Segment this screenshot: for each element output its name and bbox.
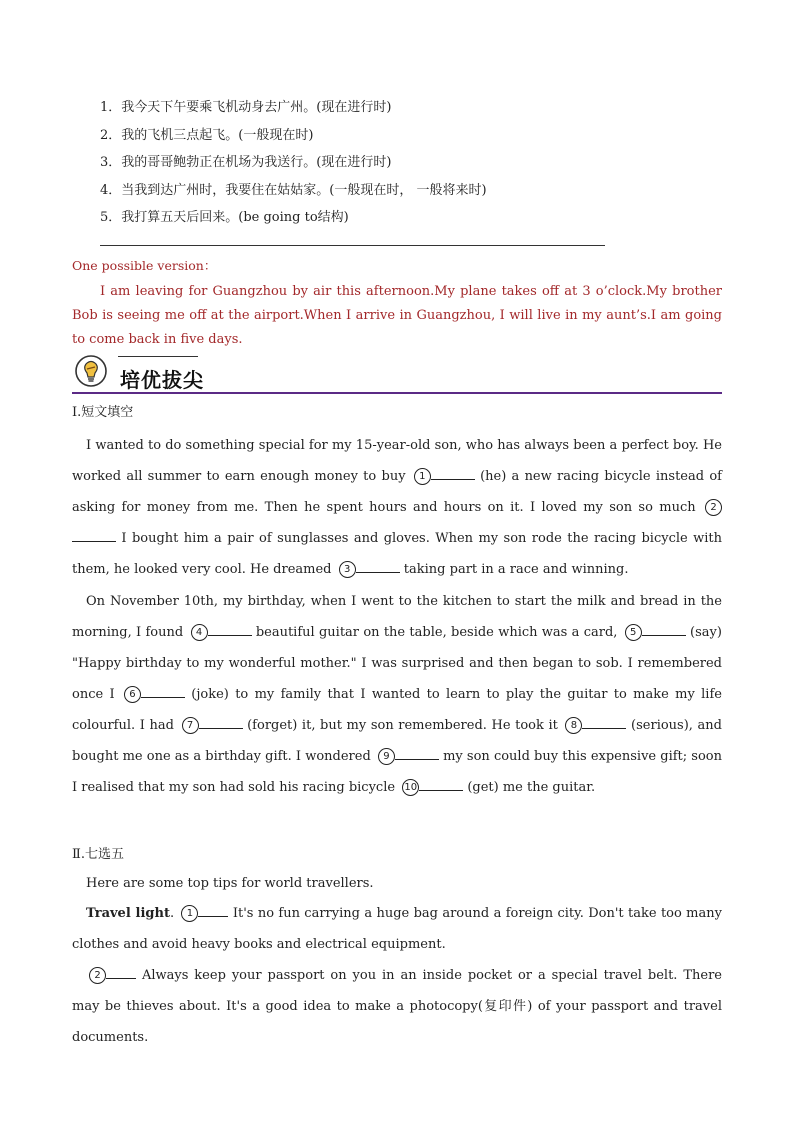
translation-task-list [100, 94, 487, 232]
blank-number: 1 [181, 905, 198, 922]
passage-text: (get) me the guitar. [467, 780, 596, 795]
part2-heading: Ⅱ.七选五 [72, 847, 124, 862]
blank-number: 2 [705, 499, 722, 516]
blank-number: 7 [182, 717, 199, 734]
section-header [72, 350, 722, 396]
lightbulb-icon [74, 354, 108, 388]
passage-text: (say) "Happy birthday to my wonderful mother." I was surprised and then began to sob. I remembered once I [72, 625, 722, 702]
writing-line [100, 245, 605, 246]
answer-label: One possible version： [72, 258, 217, 273]
answer-blank[interactable] [419, 777, 463, 791]
passage-text: I wanted to do something special for my 15-year-old son, who has always been a perfect boy. He worked all summer to earn enough money to buy [72, 438, 722, 484]
passage-text: (forget) it, but my son remembered. He took it [247, 718, 558, 733]
task-item: 2．我的飞机三点起飞。(一般现在时) [100, 127, 314, 143]
passage-text: taking part in a race and winning. [403, 562, 629, 577]
blank-number: 10 [402, 779, 419, 796]
blank-number: 4 [191, 624, 208, 641]
part1-paragraph-1 [72, 430, 722, 585]
task-item: 5．我打算五天后回来。(be going to结构) [100, 210, 349, 225]
passage-text: (he) a new racing bicycle instead of asking for money from me. Then he spent hours and hours on it. I loved my son so much [72, 469, 722, 515]
task-item: 3．我的哥哥鲍勃正在机场为我送行。(现在进行时) [100, 155, 392, 170]
answer-blank[interactable] [582, 715, 626, 729]
passage-text: my son could buy this expensive gift; soon I realised that my son had sold his racing bicycle [72, 749, 722, 795]
answer-blank[interactable] [199, 715, 243, 729]
blank-number: 5 [625, 624, 642, 641]
answer-blank[interactable] [208, 622, 252, 636]
blank-number: 3 [339, 561, 356, 578]
section-divider [72, 392, 722, 394]
passage-text: It's no fun carrying a huge bag around a foreign city. Don't take too many clothes and avoid heavy books and electrical equipment. [72, 906, 722, 952]
blank-number: 8 [565, 717, 582, 734]
passage-text: beautiful guitar on the table, beside which was a card, [255, 625, 618, 640]
part1-heading: Ⅰ.短文填空 [72, 405, 134, 420]
answer-blank[interactable] [106, 965, 136, 979]
answer-blank[interactable] [198, 903, 228, 917]
part1-paragraph-2 [72, 586, 722, 803]
passage-text: (serious), and bought me one as a birthday gift. I wondered [72, 718, 722, 764]
tip-heading: Travel light [86, 906, 170, 921]
answer-text: I am leaving for Guangzhou by air this afternoon.My plane takes off at 3 o’clock.My brother Bob is seeing me off at the airport.When I arrive in Guangzhou, I will live in my aunt’s.I am going to come back in five days. [72, 284, 722, 347]
answer-blank[interactable] [642, 622, 686, 636]
passage-text: Always keep your passport on you in an inside pocket or a special travel belt. There may be thieves about. It's a good idea to make a photocopy(复印件) of your passport and travel documents. [72, 968, 722, 1045]
answer-blank[interactable] [141, 684, 185, 698]
task-item: 4．当我到达广州时，我要住在姑姑家。(一般现在时， 一般将来时) [100, 182, 487, 198]
part2-paragraph-2 [72, 960, 722, 1053]
answer-blank[interactable] [356, 559, 400, 573]
passage-text: (joke) to my family that I wanted to learn to play the guitar to make my life colourful. I had [72, 687, 722, 733]
blank-number: 2 [89, 967, 106, 984]
title-overline [118, 356, 198, 357]
blank-number: 1 [414, 468, 431, 485]
answer-blank[interactable] [431, 466, 475, 480]
passage-text: On November 10th, my birthday, when I went to the kitchen to start the milk and bread in the morning, I found [72, 594, 722, 640]
section-title: 培优拔尖 [120, 368, 204, 392]
blank-number: 9 [378, 748, 395, 765]
answer-blank[interactable] [72, 528, 116, 542]
tip-heading-dot: . [169, 906, 175, 921]
blank-number: 6 [124, 686, 141, 703]
part2-intro: Here are some top tips for world travellers. [86, 876, 374, 891]
answer-blank[interactable] [395, 746, 439, 760]
task-item: 1．我今天下午要乘飞机动身去广州。(现在进行时) [100, 100, 392, 115]
part2-paragraph-1 [72, 898, 722, 960]
passage-text: I bought him a pair of sunglasses and gloves. When my son rode the racing bicycle with them, he looked very cool. He dreamed [72, 531, 722, 577]
